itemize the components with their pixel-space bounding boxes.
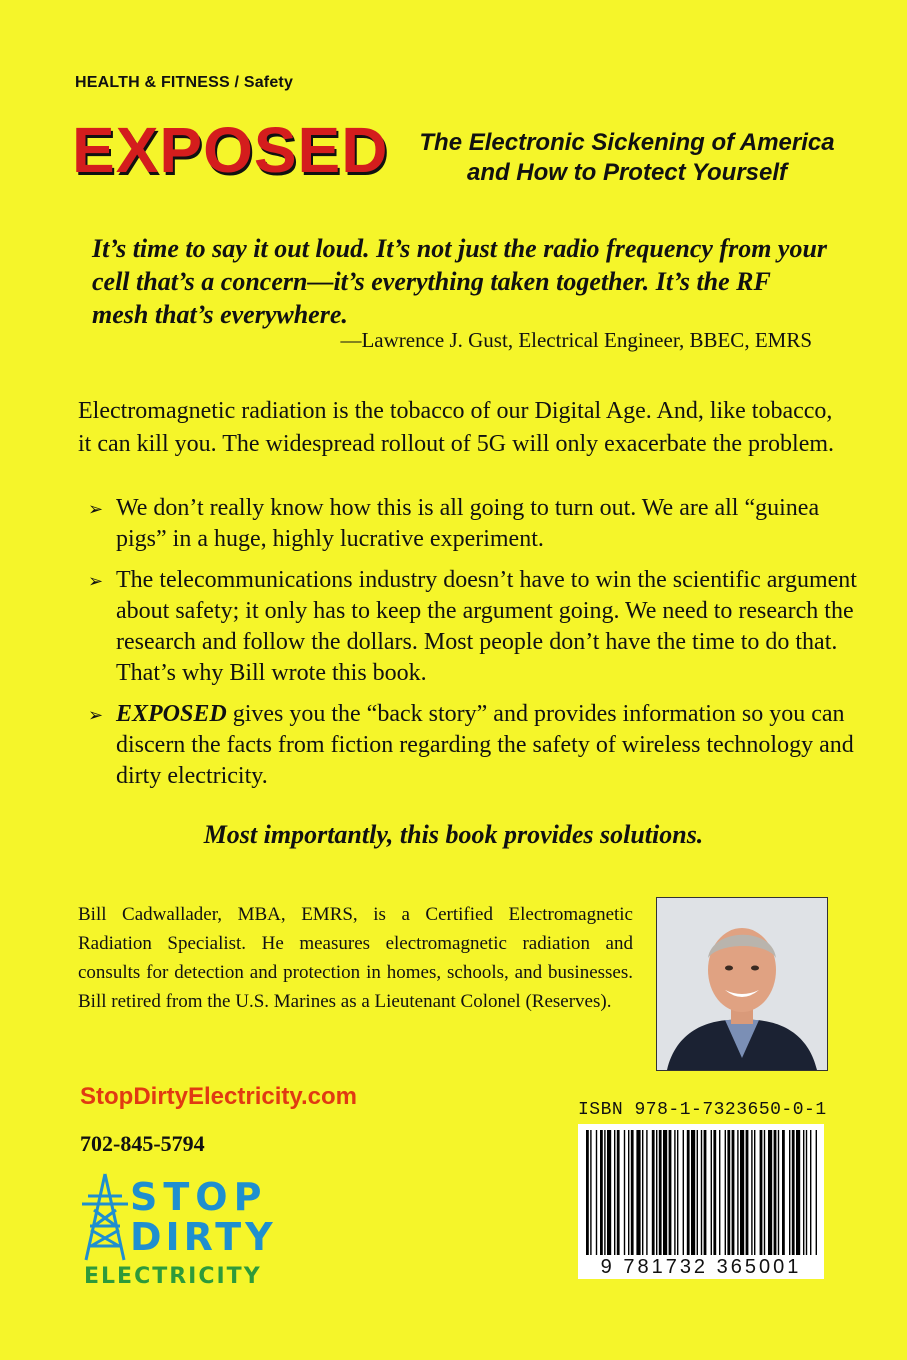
barcode-bar	[806, 1130, 807, 1255]
barcode-bar	[642, 1130, 643, 1255]
barcode-bar	[631, 1130, 634, 1255]
barcode-bar	[746, 1130, 749, 1255]
bullet-text: We don’t really know how this is all going to turn out. We are all “guinea pigs” in a huge, highly lucrative experiment.	[116, 495, 820, 552]
book-subtitle	[392, 128, 862, 188]
barcode-bar	[760, 1130, 763, 1255]
bullet-text: The telecommunications industry doesn’t have to win the scientific argument about safety; it only has to keep the argument going. We need to research the research and follow the dollars. Most people don’t have the time to do that. That’s why Bill wrote this book.	[116, 567, 857, 686]
logo-graphic	[78, 1170, 318, 1300]
barcode-bar	[691, 1130, 695, 1255]
barcode-bar	[803, 1130, 804, 1255]
barcode-bar	[628, 1130, 629, 1255]
arrow-bullet-icon: ➢	[88, 705, 104, 726]
power-tower-icon	[82, 1174, 128, 1260]
phone-number: 702-845-5794	[80, 1131, 205, 1156]
bullet-emphasis: EXPOSED	[116, 701, 227, 727]
intro-paragraph: Electromagnetic radiation is the tobacco of our Digital Age. And, like tobacco, it can kill you. The widespread rollout of 5G will only exacerbate the problem.	[78, 398, 835, 457]
website-link[interactable]: StopDirtyElectricity.com	[80, 1083, 357, 1110]
arrow-bullet-icon: ➢	[88, 571, 104, 592]
barcode-bar	[711, 1130, 712, 1255]
barcode-bar	[754, 1130, 755, 1255]
barcode-bar	[737, 1130, 738, 1255]
author-photo	[656, 897, 828, 1071]
barcode-bar	[636, 1130, 640, 1255]
bullet-list	[88, 493, 858, 802]
isbn-label: ISBN 978-1-7323650-0-1	[578, 1100, 827, 1120]
barcode-bar	[732, 1130, 735, 1255]
barcode-bar	[614, 1130, 615, 1255]
barcode-bar	[617, 1130, 620, 1255]
barcode-bar	[713, 1130, 716, 1255]
logo-line-3: ELECTRICITY	[84, 1264, 262, 1289]
arrow-bullet-icon: ➢	[88, 499, 104, 520]
barcode-bar	[740, 1130, 744, 1255]
isbn-barcode-block	[578, 1100, 827, 1285]
quote-attribution: —Lawrence J. Gust, Electrical Engineer, BBEC, EMRS	[340, 328, 812, 352]
barcode-bar	[764, 1130, 765, 1255]
barcode-bar	[768, 1130, 772, 1255]
bullet-text: gives you the “back story” and provides information so you can discern the facts from fiction regarding the safety of wireless technology and dirty electricity.	[116, 701, 854, 789]
bullet-item	[88, 493, 858, 555]
book-title: EXPOSED	[72, 114, 389, 186]
barcode-bar	[782, 1130, 785, 1255]
barcode-bar	[590, 1130, 591, 1255]
barcode-bar	[600, 1130, 603, 1255]
subtitle-line-2: and How to Protect Yourself	[466, 159, 788, 186]
barcode-bar	[624, 1130, 625, 1255]
barcode-bars	[578, 1124, 824, 1259]
barcode-bar	[674, 1130, 675, 1255]
author-portrait-icon	[657, 898, 827, 1070]
barcode-bar	[656, 1130, 657, 1255]
endorsement-quote: It’s time to say it out loud. It’s not just the radio frequency from your cell that’s a concern—it’s everything taken together. It’s the RF mesh that’s everywhere.	[92, 234, 828, 329]
barcode-bar	[646, 1130, 647, 1255]
barcode-bar	[719, 1130, 720, 1255]
barcode-bar	[816, 1130, 817, 1255]
book-category: HEALTH & FITNESS / Safety	[75, 74, 294, 91]
barcode-bar	[810, 1130, 811, 1255]
barcode-bar	[697, 1130, 698, 1255]
barcode-bar	[652, 1130, 655, 1255]
barcode-bar	[604, 1130, 605, 1255]
tagline: Most importantly, this book provides solutions.	[203, 820, 704, 849]
bullet-item	[88, 699, 858, 792]
barcode-bar	[774, 1130, 777, 1255]
barcode-bar	[701, 1130, 702, 1255]
logo-line-2: DIRTY	[130, 1215, 277, 1259]
subtitle-line-1: The Electronic Sickening of America	[419, 129, 835, 156]
barcode-bar	[586, 1130, 589, 1255]
barcode-bar	[607, 1130, 611, 1255]
barcode-bar	[704, 1130, 707, 1255]
barcode-bar	[751, 1130, 752, 1255]
logo-line-1: STOP	[130, 1175, 268, 1219]
barcode-bar	[683, 1130, 684, 1255]
barcode	[578, 1124, 824, 1279]
barcode-bar	[663, 1130, 667, 1255]
barcode-bar	[792, 1130, 795, 1255]
barcode-bar	[669, 1130, 672, 1255]
barcode-bar	[659, 1130, 662, 1255]
barcode-bar	[789, 1130, 790, 1255]
barcode-bar	[687, 1130, 690, 1255]
barcode-bar	[596, 1130, 597, 1255]
barcode-digits: 9 781732 365001	[578, 1255, 824, 1279]
barcode-bar	[796, 1130, 800, 1255]
barcode-bar	[727, 1130, 730, 1255]
barcode-bar	[725, 1130, 726, 1255]
barcode-bar	[677, 1130, 678, 1255]
stop-dirty-electricity-logo	[78, 1170, 318, 1300]
bullet-item	[88, 565, 858, 689]
author-bio: Bill Cadwallader, MBA, EMRS, is a Certified Electromagnetic Radiation Specialist. He measures electromagnetic radiation and consults for detection and protection in homes, schools, and businesses. Bill retired from the U.S. Marines as a Lieutenant Colonel (Reserves).	[78, 904, 633, 1012]
barcode-bar	[778, 1130, 779, 1255]
